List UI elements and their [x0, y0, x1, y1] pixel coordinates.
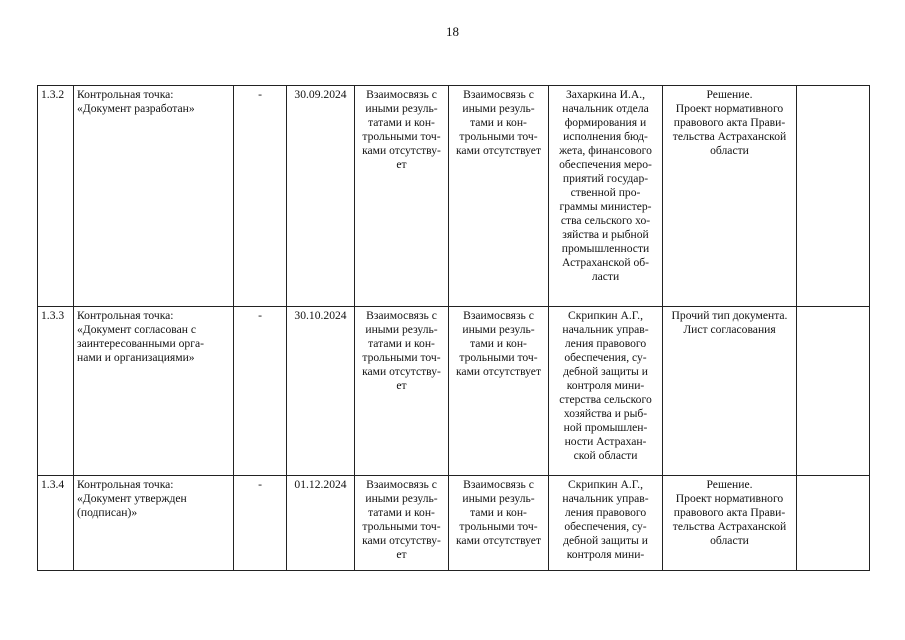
start-date-cell: - [234, 307, 287, 476]
successors-cell: Взаимосвязь с иными резуль- тами и кон- трольными точ- ками отсутствует [449, 86, 549, 307]
end-date-cell: 01.12.2024 [287, 476, 355, 571]
control-point-name: Контрольная точка: «Документ утвержден (подписан)» [74, 476, 234, 571]
predecessors-cell: Взаимосвязь с иными резуль- татами и кон- трольными точ- ками отсутству- ет [355, 86, 449, 307]
control-point-name: Контрольная точка: «Документ разработан» [74, 86, 234, 307]
info-system-cell [797, 476, 870, 571]
responsible-cell: Скрипкин А.Г., начальник управ- ления правового обеспечения, су- дебной защиты и контроля мини- стерства сельского хозяйства и рыб- ной промышлен- ности Астрахан- ской области [549, 307, 663, 476]
start-date-cell: - [234, 86, 287, 307]
table-row [38, 86, 870, 307]
responsible-cell: Скрипкин А.Г., начальник управ- ления правового обеспечения, су- дебной защиты и контроля мини- [549, 476, 663, 571]
row-number: 1.3.3 [38, 307, 74, 476]
successors-cell: Взаимосвязь с иными резуль- тами и кон- трольными точ- ками отсутствует [449, 307, 549, 476]
end-date-cell: 30.09.2024 [287, 86, 355, 307]
end-date-cell: 30.10.2024 [287, 307, 355, 476]
start-date-cell: - [234, 476, 287, 571]
control-point-name: Контрольная точка: «Документ согласован с заинтересованными орга- нами и организациями» [74, 307, 234, 476]
result-cell: Решение. Проект нормативного правового акта Прави- тельства Астраханской области [663, 86, 797, 307]
row-number: 1.3.4 [38, 476, 74, 571]
responsible-cell: Захаркина И.А., начальник отдела формирования и исполнения бюд- жета, финансового обеспечения меро- приятий государ- ственной про- граммы министер- ства сельского хо- зяйства и рыбной промышленности Астраханской об- ласти [549, 86, 663, 307]
table-row [38, 307, 870, 476]
predecessors-cell: Взаимосвязь с иными резуль- татами и кон- трольными точ- ками отсутству- ет [355, 307, 449, 476]
predecessors-cell: Взаимосвязь с иными резуль- татами и кон- трольными точ- ками отсутству- ет [355, 476, 449, 571]
info-system-cell [797, 86, 870, 307]
control-points-table [37, 85, 870, 571]
successors-cell: Взаимосвязь с иными резуль- тами и кон- трольными точ- ками отсутствует [449, 476, 549, 571]
result-cell: Решение. Проект нормативного правового акта Прави- тельства Астраханской области [663, 476, 797, 571]
page-number: 18 [446, 24, 459, 39]
table-row [38, 476, 870, 571]
row-number: 1.3.2 [38, 86, 74, 307]
info-system-cell [797, 307, 870, 476]
result-cell: Прочий тип документа. Лист согласования [663, 307, 797, 476]
